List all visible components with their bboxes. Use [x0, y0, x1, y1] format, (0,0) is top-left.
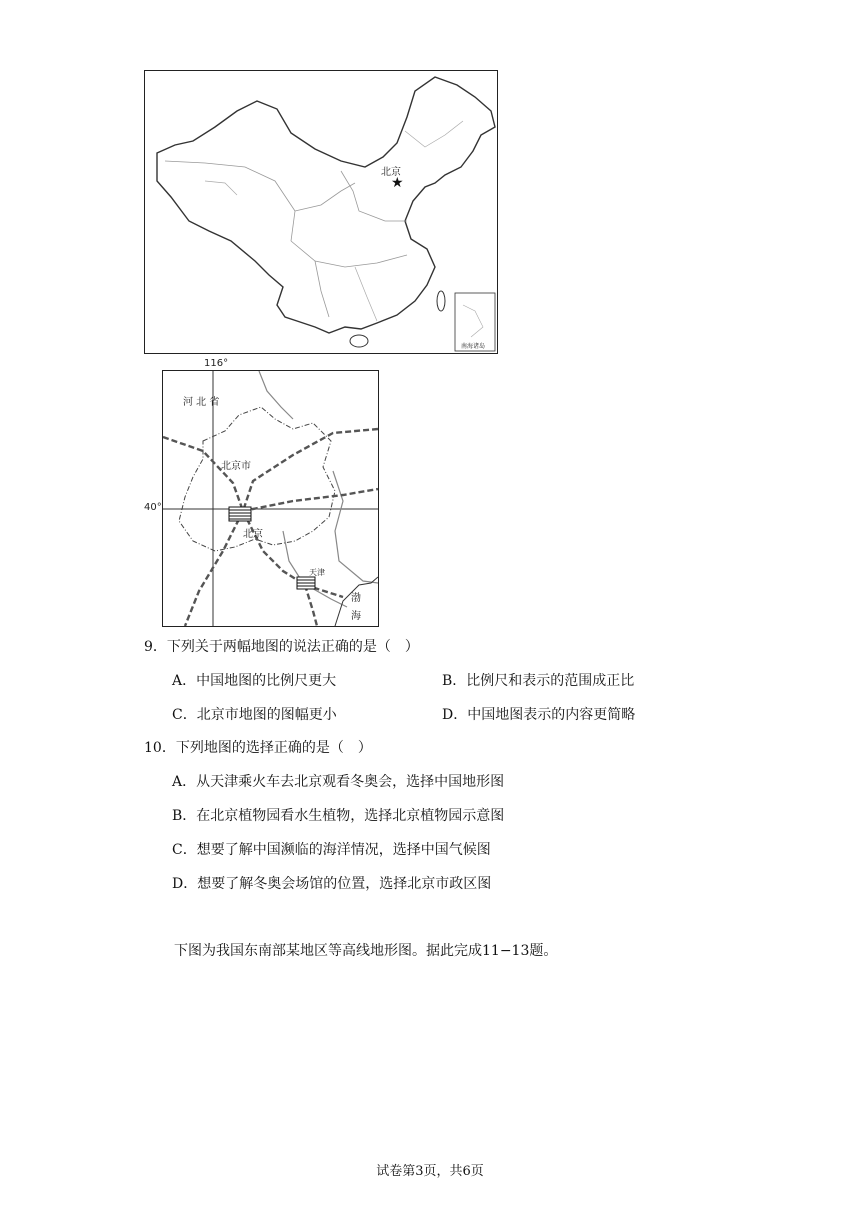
intro-text: 下图为我国东南部某地区等高线地形图。据此完成11−13题。	[174, 943, 558, 959]
province-label: 河 北 省	[183, 397, 220, 408]
question-10-option-b: B．在北京植物园看水生植物，选择北京植物园示意图	[172, 808, 505, 824]
railway-6	[305, 585, 317, 626]
question-10-option-d: D．想要了解冬奥会场馆的位置，选择北京市政区图	[172, 876, 492, 892]
question-9-option-d: D．中国地图表示的内容更简略	[442, 707, 636, 723]
question-10-stem: 10．下列地图的选择正确的是（ ）	[144, 740, 372, 756]
beijing-star-icon: ★	[391, 175, 404, 191]
tianjin-city-icon	[297, 577, 315, 589]
city-label: 北京市	[221, 461, 251, 472]
question-9-option-c: C．北京市地图的图幅更小	[172, 707, 337, 723]
question-9-option-b: B．比例尺和表示的范围成正比	[442, 673, 635, 689]
tianjin-label: 天津	[309, 568, 325, 577]
railway-3	[243, 511, 343, 597]
longitude-label: 116°	[204, 358, 229, 369]
china-map-capital-label: 北京	[381, 167, 401, 178]
beijing-map-drawing	[163, 371, 378, 626]
china-map-inset-label: 南海诸岛	[461, 343, 486, 350]
railway-4	[185, 511, 243, 626]
capital-label: 北京	[243, 529, 263, 540]
question-10-option-c: C．想要了解中国濒临的海洋情况，选择中国气候图	[172, 842, 491, 858]
sea-label-hai: 海	[351, 611, 361, 622]
china-map	[144, 70, 498, 354]
sea-label-bo: 渤	[351, 593, 361, 604]
beijing-map	[162, 370, 379, 627]
question-10-option-a: A．从天津乘火车去北京观看冬奥会，选择中国地形图	[172, 774, 505, 790]
page-footer: 试卷第3页，共6页	[376, 1164, 484, 1179]
question-9-stem: 9．下列关于两幅地图的说法正确的是（ ）	[144, 639, 419, 655]
railway-5	[243, 489, 378, 511]
china-outline-drawing	[145, 71, 497, 353]
taiwan-island	[437, 291, 445, 311]
latitude-label: 40°	[144, 502, 162, 513]
hainan-island	[350, 335, 368, 347]
beijing-city-icon	[229, 507, 251, 521]
railway-1	[163, 437, 243, 511]
question-9-option-a: A．中国地图的比例尺更大	[172, 673, 337, 689]
